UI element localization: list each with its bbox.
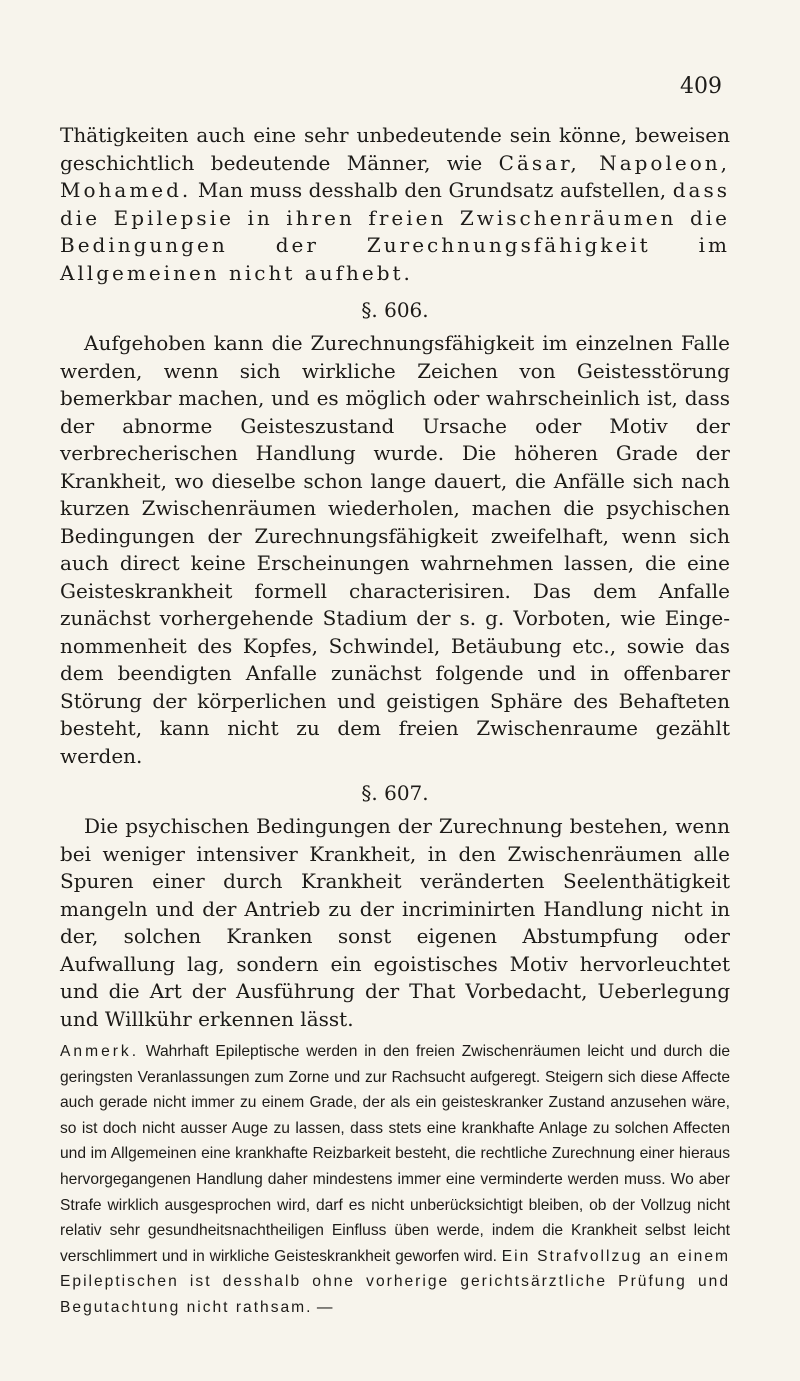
note-label: Anmerk.: [60, 1043, 140, 1060]
note-emphasis: Ein Strafvollzug an einem Epileptischen ist desshalb ohne vorherige gerichtsärztliche Prüfung und Begutachtung nicht rathsam.: [60, 1247, 731, 1316]
note-end: —: [312, 1298, 333, 1316]
page-number: 409: [680, 74, 722, 99]
section-heading-607: §. 607.: [361, 781, 429, 805]
paragraph-intro: [60, 122, 730, 287]
paragraph-607: Die psychischen Bedingungen der Zurechnung bestehen, wenn bei weniger intensiver Krankheit, in den Zwischenräumen alle Spuren einer durch Krankheit veränderten Seelenthätigkeit mangeln und der Antrieb zu der incriminirten Handlung nicht in der, solchen Kranken sonst eigenen Abstumpfung oder Aufwallung lag, sondern ein egoistisches Motiv hervorleuchtet und die Art der Ausführung der That Vorbedacht, Ueberlegung und Willkühr erkennen lässt.: [60, 814, 730, 1031]
intro-emphasis: dass die Epilepsie in ihren freien Zwischenräumen die Bedingungen der Zurechnungsfähigkeit im Allgemeinen nicht aufhebt.: [60, 178, 730, 285]
annotation-note: [60, 1039, 730, 1321]
intro-text-2: Man muss desshalb den Grundsatz aufstellen,: [191, 178, 673, 202]
paragraph-606: Aufgehoben kann die Zurechnungsfähigkeit im einzelnen Falle werden, wenn sich wirkliche Zeichen von Geistesstörung bemerkbar machen, und es möglich oder wahrscheinlich ist, dass der abnorme Geisteszustand Ursache oder Motiv der verbrecherischen Handlung wurde. Die höheren Grade der Krankheit, wo dieselbe schon lange dauert, die Anfälle sich nach kurzen Zwischenräumen wiederholen, machen die psychischen Bedingungen der Zurechnungsfähigkeit zweifelhaft, wenn sich auch direct keine Erscheinungen wahrnehmen lassen, die eine Geisteskrankheit formell characterisiren. Das dem Anfalle zunächst vorhergehende Stadium der s. g. Vorboten, wie Eingenommenheit des Kopfes, Schwindel, Betäubung etc., sowie das dem beendigten Anfalle zunächst folgende und in offenbarer Störung der körperlichen und geistigen Sphäre des Behafteten besteht, kann nicht zu dem freien Zwischenraume gezählt werden.: [60, 331, 730, 768]
intro-names: Cäsar, Napoleon, Mohamed.: [60, 150, 730, 202]
note-text: Wahrhaft Epileptische werden in den freien Zwischenräumen leicht und durch die geringsten Veranlassungen zum Zorne und zur Rachsucht aufgeregt. Steigern sich diese Affecte auch gerade nicht immer zu einem Grade, der als ein geisteskranker Zustand anzusehen wäre, so ist doch nicht ausser Auge zu lassen, dass stets eine krankhafte Anlage zu solchen Affecten und im Allgemeinen eine krankhafte Reizbarkeit besteht, die rechtliche Zurechnung einer hieraus hervorgegangenen Handlung daher mindestens immer eine verminderte werden muss. Wo aber Strafe wirklich ausgesprochen wird, darf es nicht unberücksichtigt bleiben, ob der Vollzug nicht relativ sehr gesundheitsnachtheiligen Einfluss üben werde, indem die Krankheit selbst leicht verschlimmert und in wirkliche Geisteskrankheit geworfen wird.: [60, 1043, 730, 1265]
page-body: [60, 70, 730, 1321]
intro-text: Thätigkeiten auch eine sehr unbedeutende sein könne, beweisen geschichtlich bedeutende Männer, wie: [60, 123, 730, 175]
section-heading-606: §. 606.: [361, 298, 429, 322]
